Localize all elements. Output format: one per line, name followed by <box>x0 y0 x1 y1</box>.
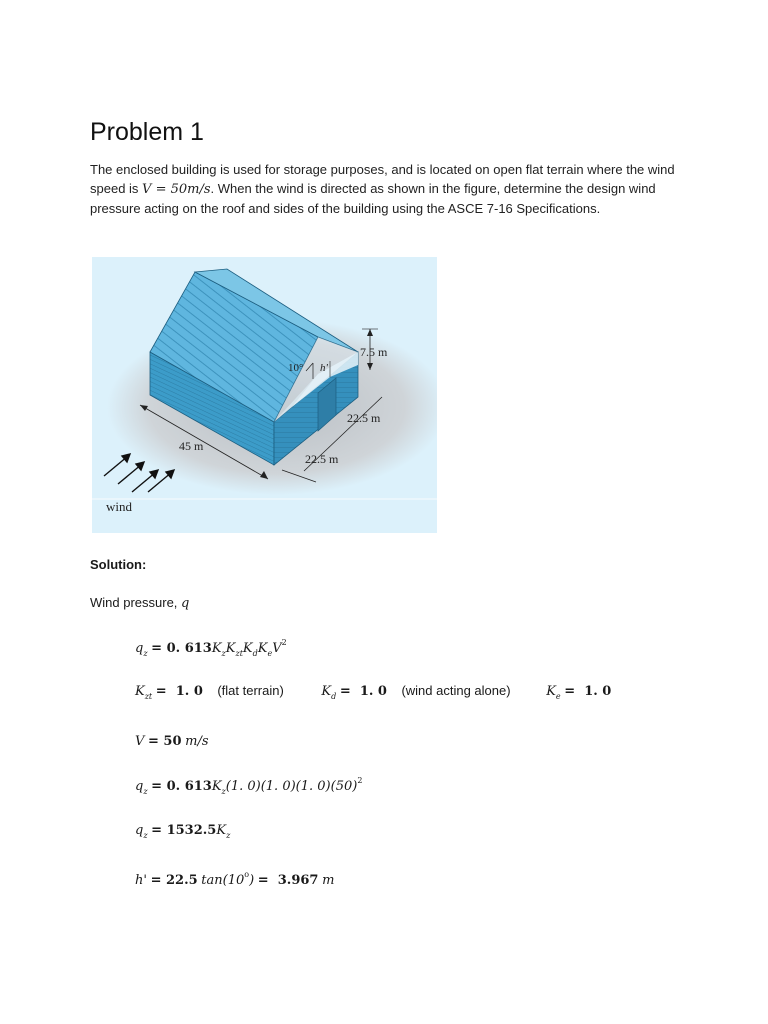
side-depth-label: 22.5 m <box>347 411 381 425</box>
statement-part-2: . When the wind is directed as shown in the figure, determine the design wind pressure acting on the roof and sides of the building using the ASCE 7-16 Specifications. <box>90 181 656 216</box>
statement-part-1: The enclosed building is used for storage purposes, and is located on open flat terrain where the wind speed is <box>90 162 675 196</box>
wind-pressure-symbol: q <box>181 596 190 611</box>
equation-qz-general: $q_z = 0$. $613K_zK_{zt}K_dK_eV^2$ <box>135 638 287 658</box>
angle-label: 10° <box>288 362 304 374</box>
equation-velocity: V = 50 m/s <box>135 734 209 749</box>
wind-pressure-text: Wind pressure, <box>90 595 182 610</box>
equation-qz-result: $q_z = 1532.5K_z$ <box>135 823 231 840</box>
equation-factors: $K_{zt} = 1$. 0 (flat terrain) $K_d = 1$. 0 (wind acting alone) $K_e = 1$. 0 <box>135 683 612 701</box>
equation-hprime: h' = 22.5 tan(10$^o$) = 3.967 m <box>135 870 335 888</box>
problem-statement <box>90 160 690 218</box>
flat-terrain-note: (flat terrain) <box>217 683 284 698</box>
building-figure <box>92 257 437 533</box>
length-label: 45 m <box>179 439 204 453</box>
equation-qz-substituted: $q_z = 0$. $613K_z(1$. 0)(1. 0)(1. $0)(50)^2$ <box>135 776 363 796</box>
velocity-inline: V = 50m/s <box>142 182 211 197</box>
height-label: 7.5 m <box>360 345 388 359</box>
solution-label: Solution: <box>90 557 147 572</box>
hprime-label: h' <box>320 362 328 374</box>
front-depth-label: 22.5 m <box>305 452 339 466</box>
wind-label: wind <box>106 499 132 514</box>
problem-title: Problem 1 <box>90 118 204 146</box>
wind-acting-alone-note: (wind acting alone) <box>401 683 511 698</box>
wind-pressure-heading <box>90 595 189 611</box>
